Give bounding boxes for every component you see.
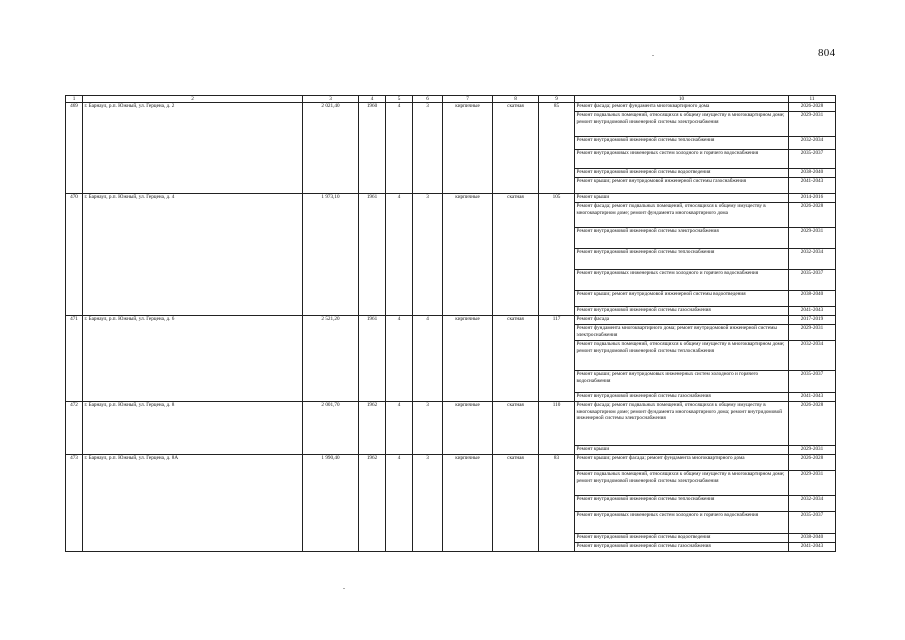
repair-work-cell: Ремонт фундамента многоквартирного дома; ремонт внутридомовой инженерной системы электроснабжения xyxy=(575,325,789,341)
house-entrances: 3 xyxy=(413,402,443,455)
wall-material: кирпичные xyxy=(443,194,493,316)
repair-work-cell: Ремонт внутридомовой инженерной системы теплоснабжения xyxy=(575,496,789,512)
wall-material: кирпичные xyxy=(443,402,493,455)
scan-speck xyxy=(343,588,345,589)
column-number: 3 xyxy=(303,96,359,103)
wear-value: 117 xyxy=(539,316,575,402)
repair-period-cell: 2029-2031 xyxy=(789,471,836,496)
house-area: 2 021,40 xyxy=(303,103,359,194)
repair-work-cell: Ремонт внутридомовых инженерных систем холодного и горячего водоснабжения xyxy=(575,270,789,291)
house-entrances: 3 xyxy=(413,103,443,194)
house-year: 1960 xyxy=(359,103,386,194)
wear-value: 83 xyxy=(539,455,575,552)
house-number: 473 xyxy=(66,455,83,552)
repair-work-cell: Ремонт внутридомовых инженерных систем холодного и горячего водоснабжения xyxy=(575,150,789,169)
column-number: 8 xyxy=(493,96,539,103)
repair-work-cell: Ремонт крыши; ремонт внутридомовой инженерной системы газоснабжения xyxy=(575,178,789,194)
repair-period-cell: 2041-2043 xyxy=(789,307,836,316)
house-entrances: 4 xyxy=(413,316,443,402)
repair-work-cell: Ремонт подвальных помещений, относящихся к общему имуществу в многоквартирном доме; ремонт внутридомовой инженерной системы электроснабжения xyxy=(575,471,789,496)
column-number: 11 xyxy=(789,96,836,103)
column-number-row xyxy=(66,96,836,103)
house-floors: 4 xyxy=(386,455,413,552)
wall-material: кирпичные xyxy=(443,103,493,194)
repair-period-cell: 2029-2031 xyxy=(789,325,836,341)
roof-type: скатная xyxy=(493,103,539,194)
table-row xyxy=(66,316,836,325)
repair-work-cell: Ремонт крыши; ремонт внутридомовой инженерной системы водоотведения xyxy=(575,291,789,307)
page-number: 804 xyxy=(818,47,836,59)
repair-period-cell: 2029-2031 xyxy=(789,112,836,137)
repair-work-cell: Ремонт фасада; ремонт фундамента многоквартирного дома xyxy=(575,103,789,112)
house-address: г. Барнаул, р.п. Южный, ул. Герцена, д. 2 xyxy=(83,103,303,194)
house-entrances: 3 xyxy=(413,455,443,552)
repair-work-cell: Ремонт внутридомовой инженерной системы теплоснабжения xyxy=(575,249,789,270)
repair-period-cell: 2041-2043 xyxy=(789,543,836,552)
column-number: 10 xyxy=(575,96,789,103)
house-address: г. Барнаул, р.п. Южный, ул. Герцена, д. 6 xyxy=(83,316,303,402)
repair-work-cell: Ремонт крыши xyxy=(575,446,789,455)
house-number: 469 xyxy=(66,103,83,194)
roof-type: скатная xyxy=(493,316,539,402)
repair-work-cell: Ремонт подвальных помещений, относящихся к общему имуществу в многоквартирном доме; ремонт внутридомовой инженерной системы теплоснабжения xyxy=(575,341,789,371)
repair-work-cell: Ремонт внутридомовых инженерных систем холодного и горячего водоснабжения xyxy=(575,512,789,534)
repair-work-cell: Ремонт фасада xyxy=(575,316,789,325)
house-year: 1962 xyxy=(359,402,386,455)
column-number: 5 xyxy=(386,96,413,103)
wear-value: 85 xyxy=(539,103,575,194)
wear-value: 110 xyxy=(539,402,575,455)
repair-period-cell: 2038-2040 xyxy=(789,534,836,543)
repair-period-cell: 2026-2028 xyxy=(789,455,836,471)
house-entrances: 3 xyxy=(413,194,443,316)
table-row xyxy=(66,194,836,203)
table-row xyxy=(66,402,836,446)
repair-period-cell: 2035-2037 xyxy=(789,150,836,169)
repair-work-cell: Ремонт внутридомовой инженерной системы электроснабжения xyxy=(575,228,789,249)
scan-speck xyxy=(652,55,654,56)
repair-period-cell: 2017-2019 xyxy=(789,316,836,325)
repair-period-cell: 2038-2040 xyxy=(789,291,836,307)
repair-period-cell: 2032-2034 xyxy=(789,496,836,512)
house-area: 1 973,10 xyxy=(303,194,359,316)
repair-period-cell: 2014-2016 xyxy=(789,194,836,203)
column-number: 2 xyxy=(83,96,303,103)
house-area: 1 990,40 xyxy=(303,455,359,552)
repair-work-cell: Ремонт крыши xyxy=(575,194,789,203)
wear-value: 105 xyxy=(539,194,575,316)
repair-period-cell: 2038-2040 xyxy=(789,169,836,178)
repair-period-cell: 2029-2031 xyxy=(789,446,836,455)
table-row xyxy=(66,455,836,471)
repair-work-cell: Ремонт внутридомовой инженерной системы газоснабжения xyxy=(575,543,789,552)
repair-period-cell: 2035-2037 xyxy=(789,270,836,291)
house-floors: 4 xyxy=(386,103,413,194)
repair-period-cell: 2035-2037 xyxy=(789,371,836,393)
house-address: г. Барнаул, р.п. Южный, ул. Герцена, д. 8А xyxy=(83,455,303,552)
house-address: г. Барнаул, р.п. Южный, ул. Герцена, д. 8 xyxy=(83,402,303,455)
house-number: 470 xyxy=(66,194,83,316)
repair-period-cell: 2026-2028 xyxy=(789,203,836,228)
column-number: 1 xyxy=(66,96,83,103)
column-number: 4 xyxy=(359,96,386,103)
repair-work-cell: Ремонт крыши; ремонт фасада; ремонт фундамента многоквартирного дома xyxy=(575,455,789,471)
repair-work-cell: Ремонт фасада; ремонт подвальных помещений, относящихся к общему имуществу в многоквартирном доме; ремонт фундамента многоквартирного дома; ремонт внутридомовой инженерной системы электроснабжения xyxy=(575,402,789,446)
repair-work-cell: Ремонт внутридомовой инженерной системы водоотведения xyxy=(575,169,789,178)
house-year: 1961 xyxy=(359,316,386,402)
wall-material: кирпичные xyxy=(443,316,493,402)
roof-type: скатная xyxy=(493,402,539,455)
column-number: 6 xyxy=(413,96,443,103)
house-address: г. Барнаул, р.п. Южный, ул. Герцена, д. 4 xyxy=(83,194,303,316)
column-number: 9 xyxy=(539,96,575,103)
house-number: 471 xyxy=(66,316,83,402)
repair-period-cell: 2035-2037 xyxy=(789,512,836,534)
repair-work-cell: Ремонт внутридомовой инженерной системы газоснабжения xyxy=(575,307,789,316)
repair-work-cell: Ремонт крыши; ремонт внутридомовых инженерных систем холодного и горячего водоснабжения xyxy=(575,371,789,393)
house-floors: 4 xyxy=(386,402,413,455)
repair-period-cell: 2041-2043 xyxy=(789,178,836,194)
house-area: 2 521,20 xyxy=(303,316,359,402)
table-row xyxy=(66,103,836,112)
repair-work-cell: Ремонт внутридомовой инженерной системы газоснабжения xyxy=(575,393,789,402)
repair-period-cell: 2026-2028 xyxy=(789,103,836,112)
repair-period-cell: 2032-2034 xyxy=(789,137,836,150)
roof-type: скатная xyxy=(493,194,539,316)
house-number: 472 xyxy=(66,402,83,455)
column-number: 7 xyxy=(443,96,493,103)
house-year: 1962 xyxy=(359,455,386,552)
wall-material: кирпичные xyxy=(443,455,493,552)
repair-work-cell: Ремонт внутридомовой инженерной системы теплоснабжения xyxy=(575,137,789,150)
repair-period-cell: 2026-2028 xyxy=(789,402,836,446)
repair-work-cell: Ремонт подвальных помещений, относящихся к общему имуществу в многоквартирном доме; ремонт внутридомовой инженерной системы электроснабжения xyxy=(575,112,789,137)
roof-type: скатная xyxy=(493,455,539,552)
repair-period-cell: 2032-2034 xyxy=(789,341,836,371)
house-floors: 4 xyxy=(386,316,413,402)
house-area: 2 001,70 xyxy=(303,402,359,455)
repair-period-cell: 2029-2031 xyxy=(789,228,836,249)
repair-period-cell: 2041-2043 xyxy=(789,393,836,402)
house-year: 1961 xyxy=(359,194,386,316)
repair-period-cell: 2032-2034 xyxy=(789,249,836,270)
repair-work-cell: Ремонт фасада; ремонт подвальных помещений, относящихся к общему имуществу в многоквартирном доме; ремонт фундамента многоквартирного дома xyxy=(575,203,789,228)
repair-work-cell: Ремонт внутридомовой инженерной системы водоотведения xyxy=(575,534,789,543)
capital-repair-table xyxy=(65,95,836,552)
house-floors: 4 xyxy=(386,194,413,316)
